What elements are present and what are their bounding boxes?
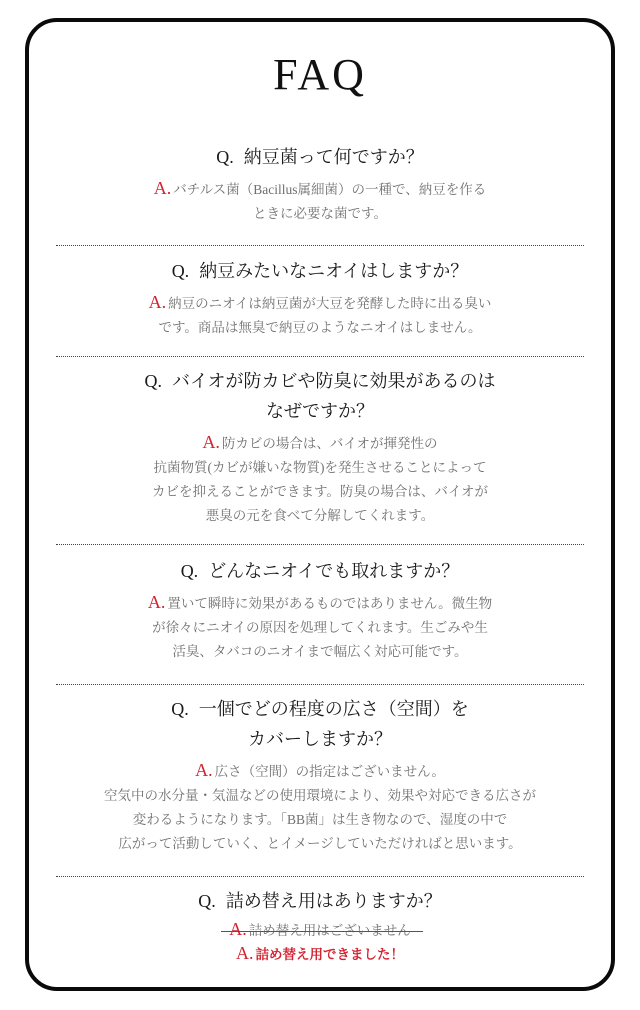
question-text: 納豆みたいなニオイはしますか？ (199, 261, 469, 281)
question-marker: Q. (216, 147, 234, 167)
answer-line: 活臭、タバコのニオイまで幅広く対応可能です。 (172, 644, 468, 659)
answer-line: です。商品は無臭で納豆のようなニオイはしません。 (158, 320, 482, 335)
answer-marker: A. (153, 178, 172, 198)
question-text: バイオが防カビや防臭に効果があるのは (172, 371, 496, 391)
faq-answer (56, 290, 584, 340)
question-text: カバーしますか？ (248, 729, 392, 749)
question-marker: Q. (171, 699, 189, 719)
answer-marker: A. (229, 919, 247, 939)
dotted-divider (56, 544, 584, 545)
faq-question (56, 556, 584, 586)
page-title: FAQ (273, 50, 367, 99)
faq-answer (56, 176, 584, 226)
faq-item-4 (56, 556, 584, 664)
faq-answer (56, 430, 584, 528)
answer-line: 抗菌物質(カビが嫌いな物質)を発生させることによって (153, 460, 487, 475)
faq-item-6 (56, 886, 584, 966)
faq-question (56, 694, 584, 754)
answer-line: 置いて瞬時に効果があるものではありません。微生物 (167, 596, 493, 611)
answer-marker: A. (148, 292, 167, 312)
faq-question (56, 142, 584, 172)
faq-item-3 (56, 366, 584, 528)
answer-line: 納豆のニオイは納豆菌が大豆を発酵した時に出る臭い (168, 296, 492, 311)
question-text: 納豆菌って何ですか？ (243, 147, 424, 167)
dotted-divider (56, 356, 584, 357)
faq-item-2 (56, 256, 584, 340)
question-marker: Q. (198, 891, 216, 911)
question-marker: Q. (180, 561, 199, 581)
faq-question (56, 886, 584, 916)
answer-line: ときに必要な菌です。 (253, 206, 387, 221)
answer-marker: A. (147, 592, 166, 612)
faq-answer (56, 590, 584, 664)
dotted-divider (56, 684, 584, 685)
question-text: 一個でどの程度の広さ（空間）を (198, 699, 469, 719)
answer-line: バチルス菌（Bacillus属細菌）の一種で、納豆を作る (173, 182, 487, 197)
answer-line: 変わるようになります。「BB菌」は生き物なので、湿度の中で (132, 812, 508, 827)
question-text: どんなニオイでも取れますか？ (208, 561, 460, 581)
struck-answer (229, 918, 411, 942)
faq-question (56, 256, 584, 286)
updated-answer (236, 943, 404, 963)
faq-item-5 (56, 694, 584, 856)
answer-line: カビを抑えることができます。防臭の場合は、バイオが (151, 484, 488, 499)
faq-item-1 (56, 142, 584, 226)
dotted-divider (56, 245, 584, 246)
answer-line: 広がって活動していく、とイメージしていただければと思います。 (118, 836, 522, 851)
faq-answer (56, 918, 584, 966)
question-text: 詰め替え用はありますか？ (225, 891, 442, 911)
answer-line: が徐々にニオイの原因を処理してくれます。生ごみや生 (152, 620, 488, 635)
answer-marker: A. (236, 943, 254, 963)
question-text: なぜですか？ (266, 401, 374, 421)
answer-marker: A. (195, 760, 213, 780)
answer-line: 空気中の水分量・気温などの使用環境により、効果や対応できる広さが (104, 788, 536, 803)
answer-marker: A. (202, 432, 220, 452)
answer-line-struck: 詰め替え用はございません (248, 923, 411, 938)
dotted-divider (56, 876, 584, 877)
faq-question (56, 366, 584, 426)
question-marker: Q. (171, 261, 190, 281)
answer-line: 広さ（空間）の指定はございません。 (214, 764, 445, 779)
answer-line: 防カビの場合は、バイオが揮発性の (221, 436, 438, 451)
answer-line: 悪臭の元を食べて分解してくれます。 (205, 508, 435, 523)
question-marker: Q. (144, 371, 163, 391)
answer-line-new: 詰め替え用できました！ (255, 947, 404, 962)
faq-answer (56, 758, 584, 856)
